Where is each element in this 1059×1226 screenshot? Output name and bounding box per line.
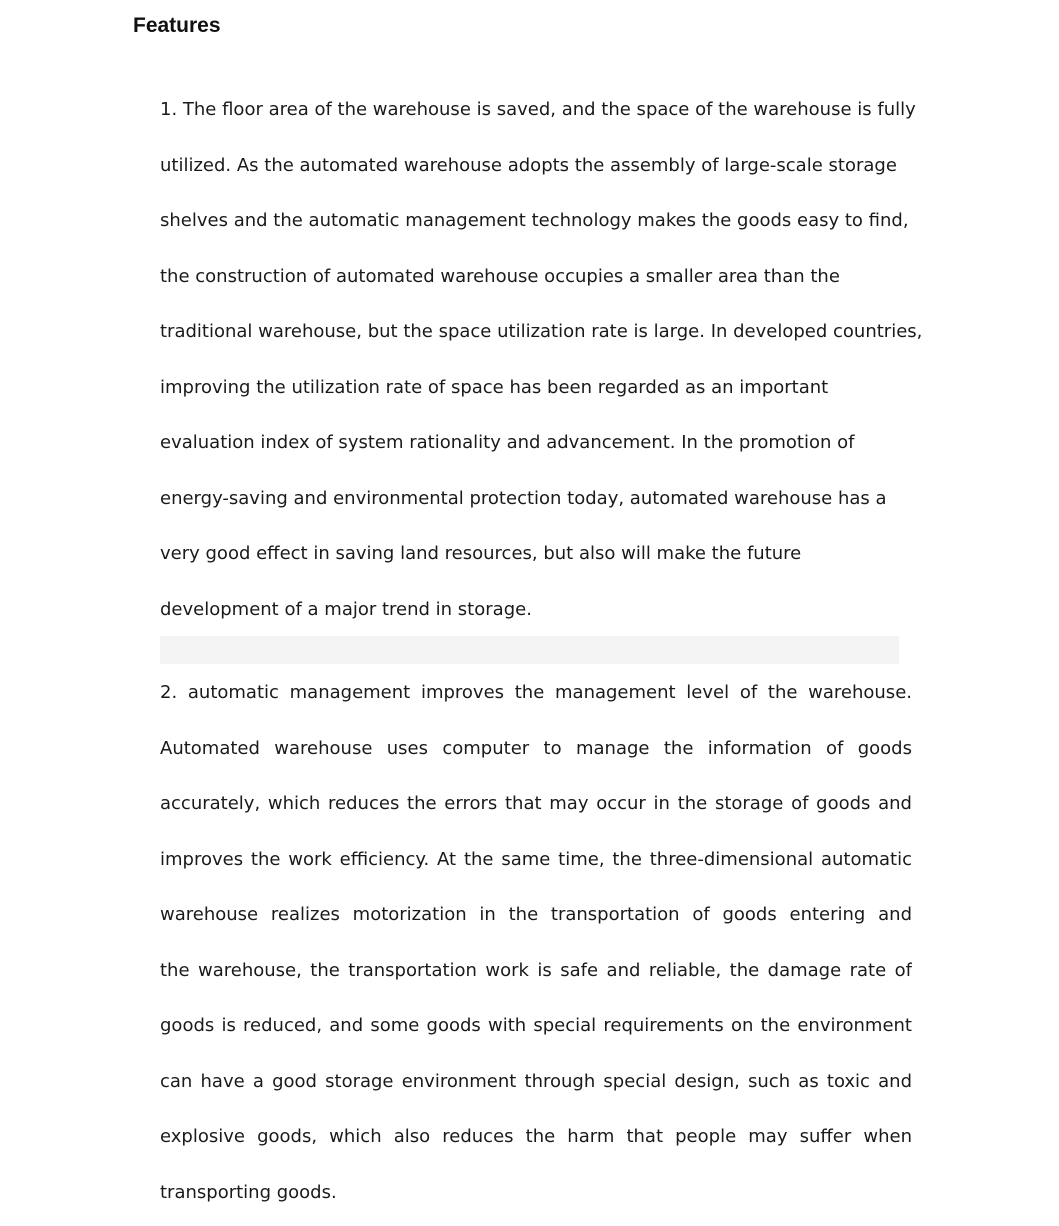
paragraph-line: explosive goods, which also reduces the harm that people may suffer when [160, 1126, 912, 1147]
paragraph-line: the construction of automated warehouse occupies a smaller area than the [160, 265, 840, 287]
paragraph-line: traditional warehouse, but the space utilization rate is large. In developed countries, [160, 321, 923, 342]
paragraph-line: shelves and the automatic management technology makes the goods easy to find, [160, 210, 909, 231]
paragraph-line: improving the utilization rate of space has been regarded as an important [160, 376, 829, 398]
paragraph-line: utilized. As the automated warehouse adopts the assembly of large-scale storage [160, 154, 897, 176]
paragraph-line: improves the work efficiency. At the same time, the three-dimensional automatic [160, 848, 912, 870]
paragraph-line: accurately, which reduces the errors that may occur in the storage of goods and [160, 793, 912, 814]
paragraph-line: can have a good storage environment through special design, such as toxic and [160, 1070, 912, 1092]
paragraph-line: 1. The floor area of the warehouse is saved, and the space of the warehouse is fully [160, 99, 916, 120]
paragraph-line: warehouse realizes motorization in the transportation of goods entering and [160, 904, 912, 925]
page-title: Features [133, 14, 221, 37]
paragraph-automatic-management [160, 665, 912, 1220]
paragraph-floor-area [160, 82, 923, 637]
paragraph-line: very good effect in saving land resources, but also will make the future [160, 543, 802, 564]
paragraph-line: transporting goods. [160, 1181, 337, 1203]
paragraph-line: Automated warehouse uses computer to manage the information of goods [160, 737, 912, 759]
paragraph-line: 2. automatic management improves the management level of the warehouse. [160, 682, 912, 703]
paragraph-line: goods is reduced, and some goods with special requirements on the environment [160, 1015, 912, 1036]
paragraph-line: development of a major trend in storage. [160, 598, 532, 620]
paragraph-separator [160, 636, 899, 664]
paragraph-line: energy-saving and environmental protection today, automated warehouse has a [160, 487, 887, 509]
paragraph-line: evaluation index of system rationality and advancement. In the promotion of [160, 432, 855, 453]
paragraph-line: the warehouse, the transportation work is safe and reliable, the damage rate of [160, 959, 912, 981]
